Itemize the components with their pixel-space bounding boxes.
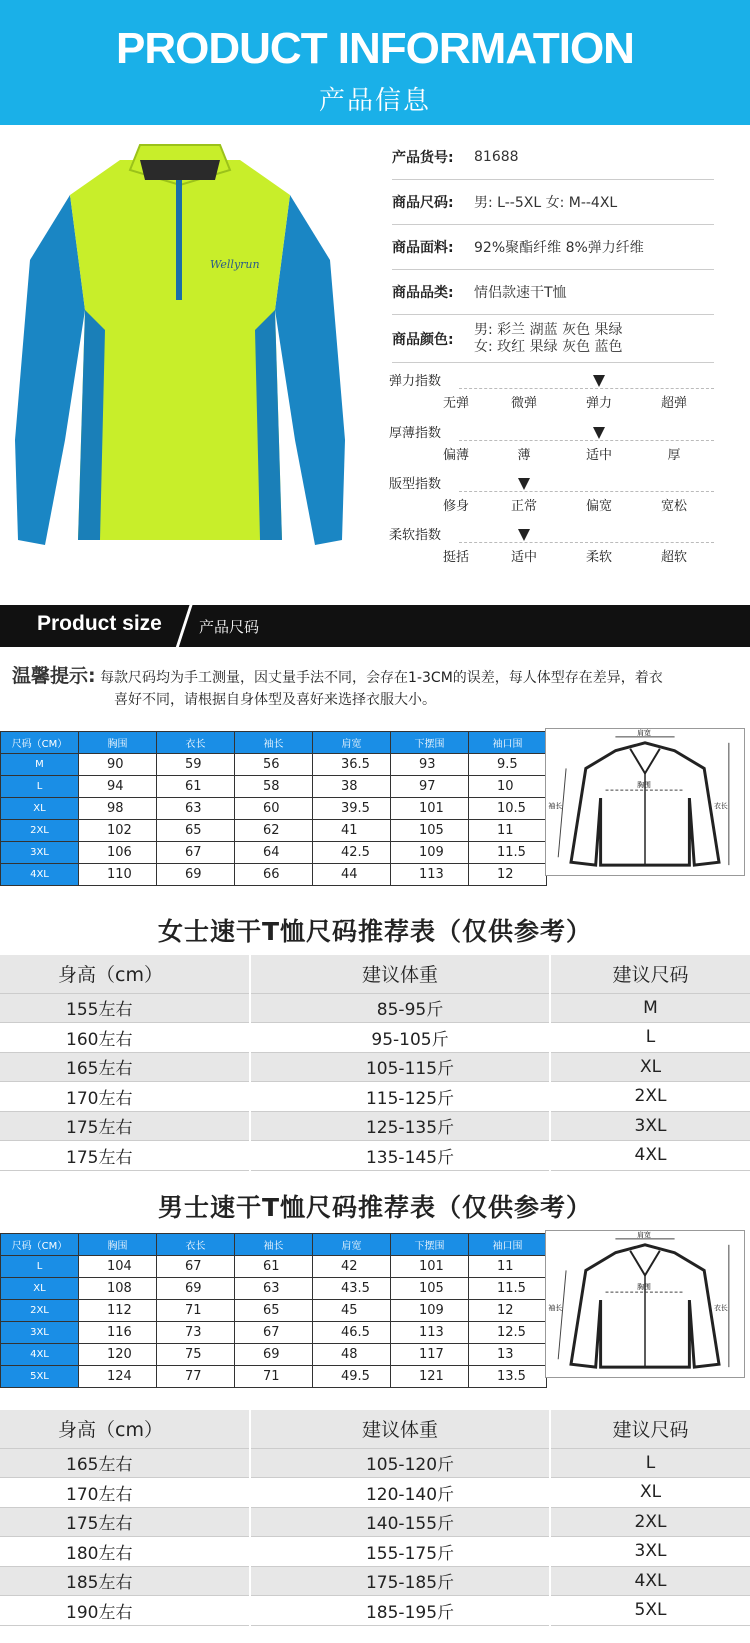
rec-header-cell: 身高（cm） <box>0 955 250 993</box>
measure-cell: 42 <box>313 1256 391 1278</box>
rec-cell: 95-105斤 <box>250 1023 550 1053</box>
scale-line <box>459 491 714 492</box>
table-row <box>0 1507 750 1537</box>
scale-name: 弹力指数 <box>389 374 442 389</box>
measure-cell: 69 <box>235 1344 313 1366</box>
table-row <box>0 1141 750 1171</box>
measure-cell: 67 <box>157 1256 235 1278</box>
measure-cell: 45 <box>313 1300 391 1322</box>
measure-cell: 124 <box>79 1366 157 1388</box>
rec-cell: XL <box>550 1478 750 1508</box>
scale-option: 厚 <box>667 448 681 463</box>
label-length: 衣长 <box>714 801 728 810</box>
measure-cell: 101 <box>391 1256 469 1278</box>
info-value: 92%聚酯纤维 8%弹力纤维 <box>474 240 644 256</box>
rec-cell: 155-175斤 <box>250 1537 550 1567</box>
measure-cell: 62 <box>235 820 313 842</box>
rec-cell: 185-195斤 <box>250 1596 550 1626</box>
measure-cell: 75 <box>157 1344 235 1366</box>
measure-diagram-women <box>545 728 745 876</box>
rec-cell: 85-95斤 <box>250 993 550 1023</box>
measure-header-cell: 尺码（CM） <box>1 1234 79 1256</box>
info-value <box>474 322 623 356</box>
rec-cell: 175左右 <box>0 1507 250 1537</box>
scale-option: 适中 <box>510 550 537 565</box>
rec-cell: L <box>550 1448 750 1478</box>
measure-header-cell: 胸围 <box>79 732 157 754</box>
info-key: 商品尺码: <box>392 195 454 211</box>
measure-cell: 63 <box>235 1278 313 1300</box>
measure-cell: 105 <box>391 1278 469 1300</box>
table-row <box>1 754 547 776</box>
scale-selected-marker <box>518 478 530 490</box>
rec-cell: 170左右 <box>0 1082 250 1112</box>
info-row-fabric <box>392 225 714 270</box>
women-measure-table <box>0 731 547 886</box>
measure-header-cell: 肩宽 <box>313 1234 391 1256</box>
rec-cell: 175左右 <box>0 1111 250 1141</box>
size-label-cell: 4XL <box>1 1344 79 1366</box>
measure-cell: 38 <box>313 776 391 798</box>
rec-cell: M <box>550 993 750 1023</box>
rec-cell: 2XL <box>550 1507 750 1537</box>
measure-cell: 93 <box>391 754 469 776</box>
table-row <box>0 1082 750 1112</box>
measure-cell: 102 <box>79 820 157 842</box>
measure-header-cell: 袖口围 <box>469 732 547 754</box>
measure-header-cell: 下摆围 <box>391 732 469 754</box>
rec-cell: 160左右 <box>0 1023 250 1053</box>
color-men: 男: 彩兰 湖蓝 灰色 果绿 <box>474 321 623 338</box>
measure-cell: 11 <box>469 1256 547 1278</box>
measure-cell: 11 <box>469 820 547 842</box>
tip-text-1: 每款尺码均为手工测量，因丈量手法不同，会存在1-3CM的误差，每人体型存在差异，着衣 <box>100 670 663 686</box>
measure-cell: 12 <box>469 864 547 886</box>
rec-cell: 170左右 <box>0 1478 250 1508</box>
measure-cell: 49.5 <box>313 1366 391 1388</box>
measure-cell: 106 <box>79 842 157 864</box>
scale-name: 厚薄指数 <box>389 426 442 441</box>
measure-cell: 101 <box>391 798 469 820</box>
measure-cell: 63 <box>157 798 235 820</box>
scale-name: 版型指数 <box>389 477 442 492</box>
measure-cell: 41 <box>313 820 391 842</box>
table-row <box>0 1537 750 1567</box>
info-row-item-no <box>392 135 714 180</box>
size-label-cell: L <box>1 1256 79 1278</box>
measure-diagram-men <box>545 1230 745 1378</box>
scale-selected-marker <box>518 529 530 541</box>
measure-header-cell: 袖口围 <box>469 1234 547 1256</box>
scale-option: 超弹 <box>660 396 687 411</box>
measure-cell: 42.5 <box>313 842 391 864</box>
scale-line <box>459 440 714 441</box>
size-label-cell: 5XL <box>1 1366 79 1388</box>
rec-cell: 175左右 <box>0 1141 250 1171</box>
measure-cell: 69 <box>157 1278 235 1300</box>
table-row <box>1 776 547 798</box>
table-row <box>1 864 547 886</box>
measure-header-cell: 下摆围 <box>391 1234 469 1256</box>
size-label-cell: 4XL <box>1 864 79 886</box>
info-row-color <box>392 315 714 363</box>
scale-option: 挺括 <box>442 550 469 565</box>
measure-cell: 112 <box>79 1300 157 1322</box>
table-row <box>0 993 750 1023</box>
product-size-bar <box>0 605 750 647</box>
rec-header-cell: 身高（cm） <box>0 1410 250 1448</box>
measure-header-cell: 衣长 <box>157 732 235 754</box>
measure-cell: 113 <box>391 1322 469 1344</box>
measure-cell: 109 <box>391 842 469 864</box>
measure-cell: 46.5 <box>313 1322 391 1344</box>
size-bar-divider <box>175 599 195 651</box>
jacket-diagram <box>546 1231 744 1377</box>
header-banner <box>0 0 750 125</box>
info-key: 商品颜色: <box>392 331 454 348</box>
measure-cell: 10 <box>469 776 547 798</box>
table-row <box>1 1300 547 1322</box>
measure-cell: 13 <box>469 1344 547 1366</box>
rec-cell: 4XL <box>550 1141 750 1171</box>
measure-cell: 120 <box>79 1344 157 1366</box>
measure-cell: 11.5 <box>469 842 547 864</box>
measure-cell: 110 <box>79 864 157 886</box>
scale-line <box>459 388 714 389</box>
measure-cell: 60 <box>235 798 313 820</box>
size-label-cell: L <box>1 776 79 798</box>
scale-option: 无弹 <box>442 396 469 411</box>
size-tip <box>12 665 742 711</box>
tip-text-2: 喜好不同，请根据自身体型及喜好来选择衣服大小。 <box>114 692 436 708</box>
measure-cell: 94 <box>79 776 157 798</box>
rec-cell: 3XL <box>550 1111 750 1141</box>
measure-cell: 121 <box>391 1366 469 1388</box>
rec-cell: 4XL <box>550 1566 750 1596</box>
table-row <box>0 1023 750 1053</box>
measure-cell: 44 <box>313 864 391 886</box>
men-rec-title: 男士速干T恤尺码推荐表（仅供参考） <box>157 1193 593 1222</box>
table-row <box>1 1278 547 1300</box>
rec-cell: 165左右 <box>0 1052 250 1082</box>
size-label-cell: XL <box>1 798 79 820</box>
measure-cell: 61 <box>235 1256 313 1278</box>
scale-option: 修身 <box>442 499 469 514</box>
size-bar-title-en: Product size <box>37 612 162 635</box>
size-label-cell: M <box>1 754 79 776</box>
table-row <box>1 842 547 864</box>
header-title-cn: 产品信息 <box>318 86 431 116</box>
table-row <box>1 1256 547 1278</box>
measure-cell: 56 <box>235 754 313 776</box>
table-row <box>0 1478 750 1508</box>
size-bar-title-cn: 产品尺码 <box>199 618 260 636</box>
measure-header-cell: 肩宽 <box>313 732 391 754</box>
scale-selected-marker <box>593 375 605 387</box>
measure-header-cell: 袖长 <box>235 732 313 754</box>
info-key: 商品面料: <box>392 240 454 256</box>
measure-cell: 77 <box>157 1366 235 1388</box>
measure-cell: 36.5 <box>313 754 391 776</box>
measure-cell: 113 <box>391 864 469 886</box>
rec-cell: 165左右 <box>0 1448 250 1478</box>
rec-cell: 120-140斤 <box>250 1478 550 1508</box>
rec-cell: 5XL <box>550 1596 750 1626</box>
scale-option: 薄 <box>517 448 531 463</box>
label-chest: 胸围 <box>637 781 651 790</box>
measure-header-cell: 胸围 <box>79 1234 157 1256</box>
measure-cell: 105 <box>391 820 469 842</box>
measure-header-cell: 袖长 <box>235 1234 313 1256</box>
label-shoulder: 肩宽 <box>637 729 651 737</box>
measure-cell: 67 <box>157 842 235 864</box>
rec-cell: 115-125斤 <box>250 1082 550 1112</box>
scale-option: 柔软 <box>585 550 612 565</box>
rec-cell: L <box>550 1023 750 1053</box>
table-row <box>0 1111 750 1141</box>
women-rec-table <box>0 955 750 1171</box>
info-key: 产品货号: <box>392 150 454 166</box>
measure-cell: 64 <box>235 842 313 864</box>
table-row <box>0 1448 750 1478</box>
measure-cell: 43.5 <box>313 1278 391 1300</box>
table-row <box>1 1366 547 1388</box>
product-shirt-image <box>10 140 350 570</box>
measure-cell: 73 <box>157 1322 235 1344</box>
rec-header-cell: 建议尺码 <box>550 955 750 993</box>
measure-cell: 104 <box>79 1256 157 1278</box>
jacket-diagram <box>546 729 744 875</box>
rec-header-cell: 建议尺码 <box>550 1410 750 1448</box>
header-title-en: PRODUCT INFORMATION <box>116 24 634 73</box>
table-row <box>1 798 547 820</box>
table-row <box>0 1052 750 1082</box>
measure-cell: 59 <box>157 754 235 776</box>
scale-option: 偏薄 <box>442 448 469 463</box>
brand-logo: Wellyrun <box>210 258 260 271</box>
label-length: 衣长 <box>714 1303 728 1312</box>
rec-cell: 135-145斤 <box>250 1141 550 1171</box>
men-measure-table <box>0 1233 547 1388</box>
measure-cell: 58 <box>235 776 313 798</box>
info-value: 男: L--5XL 女: M--4XL <box>474 195 618 211</box>
scale-name: 柔软指数 <box>389 528 442 543</box>
rec-cell: 3XL <box>550 1537 750 1567</box>
rec-cell: 185左右 <box>0 1566 250 1596</box>
rec-cell: 2XL <box>550 1082 750 1112</box>
measure-cell: 66 <box>235 864 313 886</box>
label-sleeve: 袖长 <box>548 1303 563 1312</box>
measure-cell: 39.5 <box>313 798 391 820</box>
scale-option: 超软 <box>660 550 687 565</box>
rec-cell: 105-120斤 <box>250 1448 550 1478</box>
table-row <box>0 1596 750 1626</box>
size-label-cell: XL <box>1 1278 79 1300</box>
measure-cell: 67 <box>235 1322 313 1344</box>
measure-cell: 98 <box>79 798 157 820</box>
table-row <box>1 1322 547 1344</box>
info-value: 情侣款速干T恤 <box>474 285 567 301</box>
info-row-category <box>392 270 714 315</box>
scale-option: 宽松 <box>660 499 687 514</box>
measure-cell: 13.5 <box>469 1366 547 1388</box>
table-row <box>1 820 547 842</box>
measure-cell: 116 <box>79 1322 157 1344</box>
info-row-size <box>392 180 714 225</box>
info-key: 商品品类: <box>392 285 454 301</box>
measure-header-cell: 尺码（CM） <box>1 732 79 754</box>
measure-cell: 61 <box>157 776 235 798</box>
size-label-cell: 3XL <box>1 1322 79 1344</box>
size-label-cell: 3XL <box>1 842 79 864</box>
scale-selected-marker <box>593 427 605 439</box>
label-sleeve: 袖长 <box>548 801 563 810</box>
measure-header-cell: 衣长 <box>157 1234 235 1256</box>
measure-cell: 9.5 <box>469 754 547 776</box>
label-chest: 胸围 <box>637 1283 651 1292</box>
scale-option: 正常 <box>510 499 537 514</box>
rec-cell: 105-115斤 <box>250 1052 550 1082</box>
measure-cell: 12.5 <box>469 1322 547 1344</box>
women-rec-title: 女士速干T恤尺码推荐表（仅供参考） <box>157 917 593 946</box>
label-shoulder: 肩宽 <box>637 1231 651 1239</box>
tip-label: 温馨提示: <box>12 665 96 687</box>
rec-cell: 180左右 <box>0 1537 250 1567</box>
size-label-cell: 2XL <box>1 820 79 842</box>
measure-cell: 11.5 <box>469 1278 547 1300</box>
rec-header-cell: 建议体重 <box>250 1410 550 1448</box>
info-value: 81688 <box>474 149 519 165</box>
measure-cell: 97 <box>391 776 469 798</box>
measure-cell: 90 <box>79 754 157 776</box>
measure-cell: 71 <box>235 1366 313 1388</box>
rec-cell: 190左右 <box>0 1596 250 1626</box>
rec-cell: 140-155斤 <box>250 1507 550 1537</box>
scale-option: 弹力 <box>585 396 612 411</box>
rec-cell: XL <box>550 1052 750 1082</box>
size-label-cell: 2XL <box>1 1300 79 1322</box>
table-row <box>0 1566 750 1596</box>
scale-line <box>459 542 714 543</box>
measure-cell: 117 <box>391 1344 469 1366</box>
rec-cell: 125-135斤 <box>250 1111 550 1141</box>
rec-cell: 155左右 <box>0 993 250 1023</box>
scale-option: 偏宽 <box>585 499 612 514</box>
rec-header-cell: 建议体重 <box>250 955 550 993</box>
measure-cell: 12 <box>469 1300 547 1322</box>
scale-option: 微弹 <box>510 396 537 411</box>
measure-cell: 69 <box>157 864 235 886</box>
product-info-list <box>392 135 714 363</box>
measure-cell: 48 <box>313 1344 391 1366</box>
measure-cell: 71 <box>157 1300 235 1322</box>
measure-cell: 65 <box>157 820 235 842</box>
rec-cell: 175-185斤 <box>250 1566 550 1596</box>
measure-cell: 108 <box>79 1278 157 1300</box>
measure-cell: 10.5 <box>469 798 547 820</box>
table-row <box>1 1344 547 1366</box>
men-rec-table <box>0 1410 750 1626</box>
measure-cell: 109 <box>391 1300 469 1322</box>
measure-cell: 65 <box>235 1300 313 1322</box>
color-women: 女: 玫红 果绿 灰色 蓝色 <box>474 338 623 355</box>
scale-option: 适中 <box>585 448 612 463</box>
